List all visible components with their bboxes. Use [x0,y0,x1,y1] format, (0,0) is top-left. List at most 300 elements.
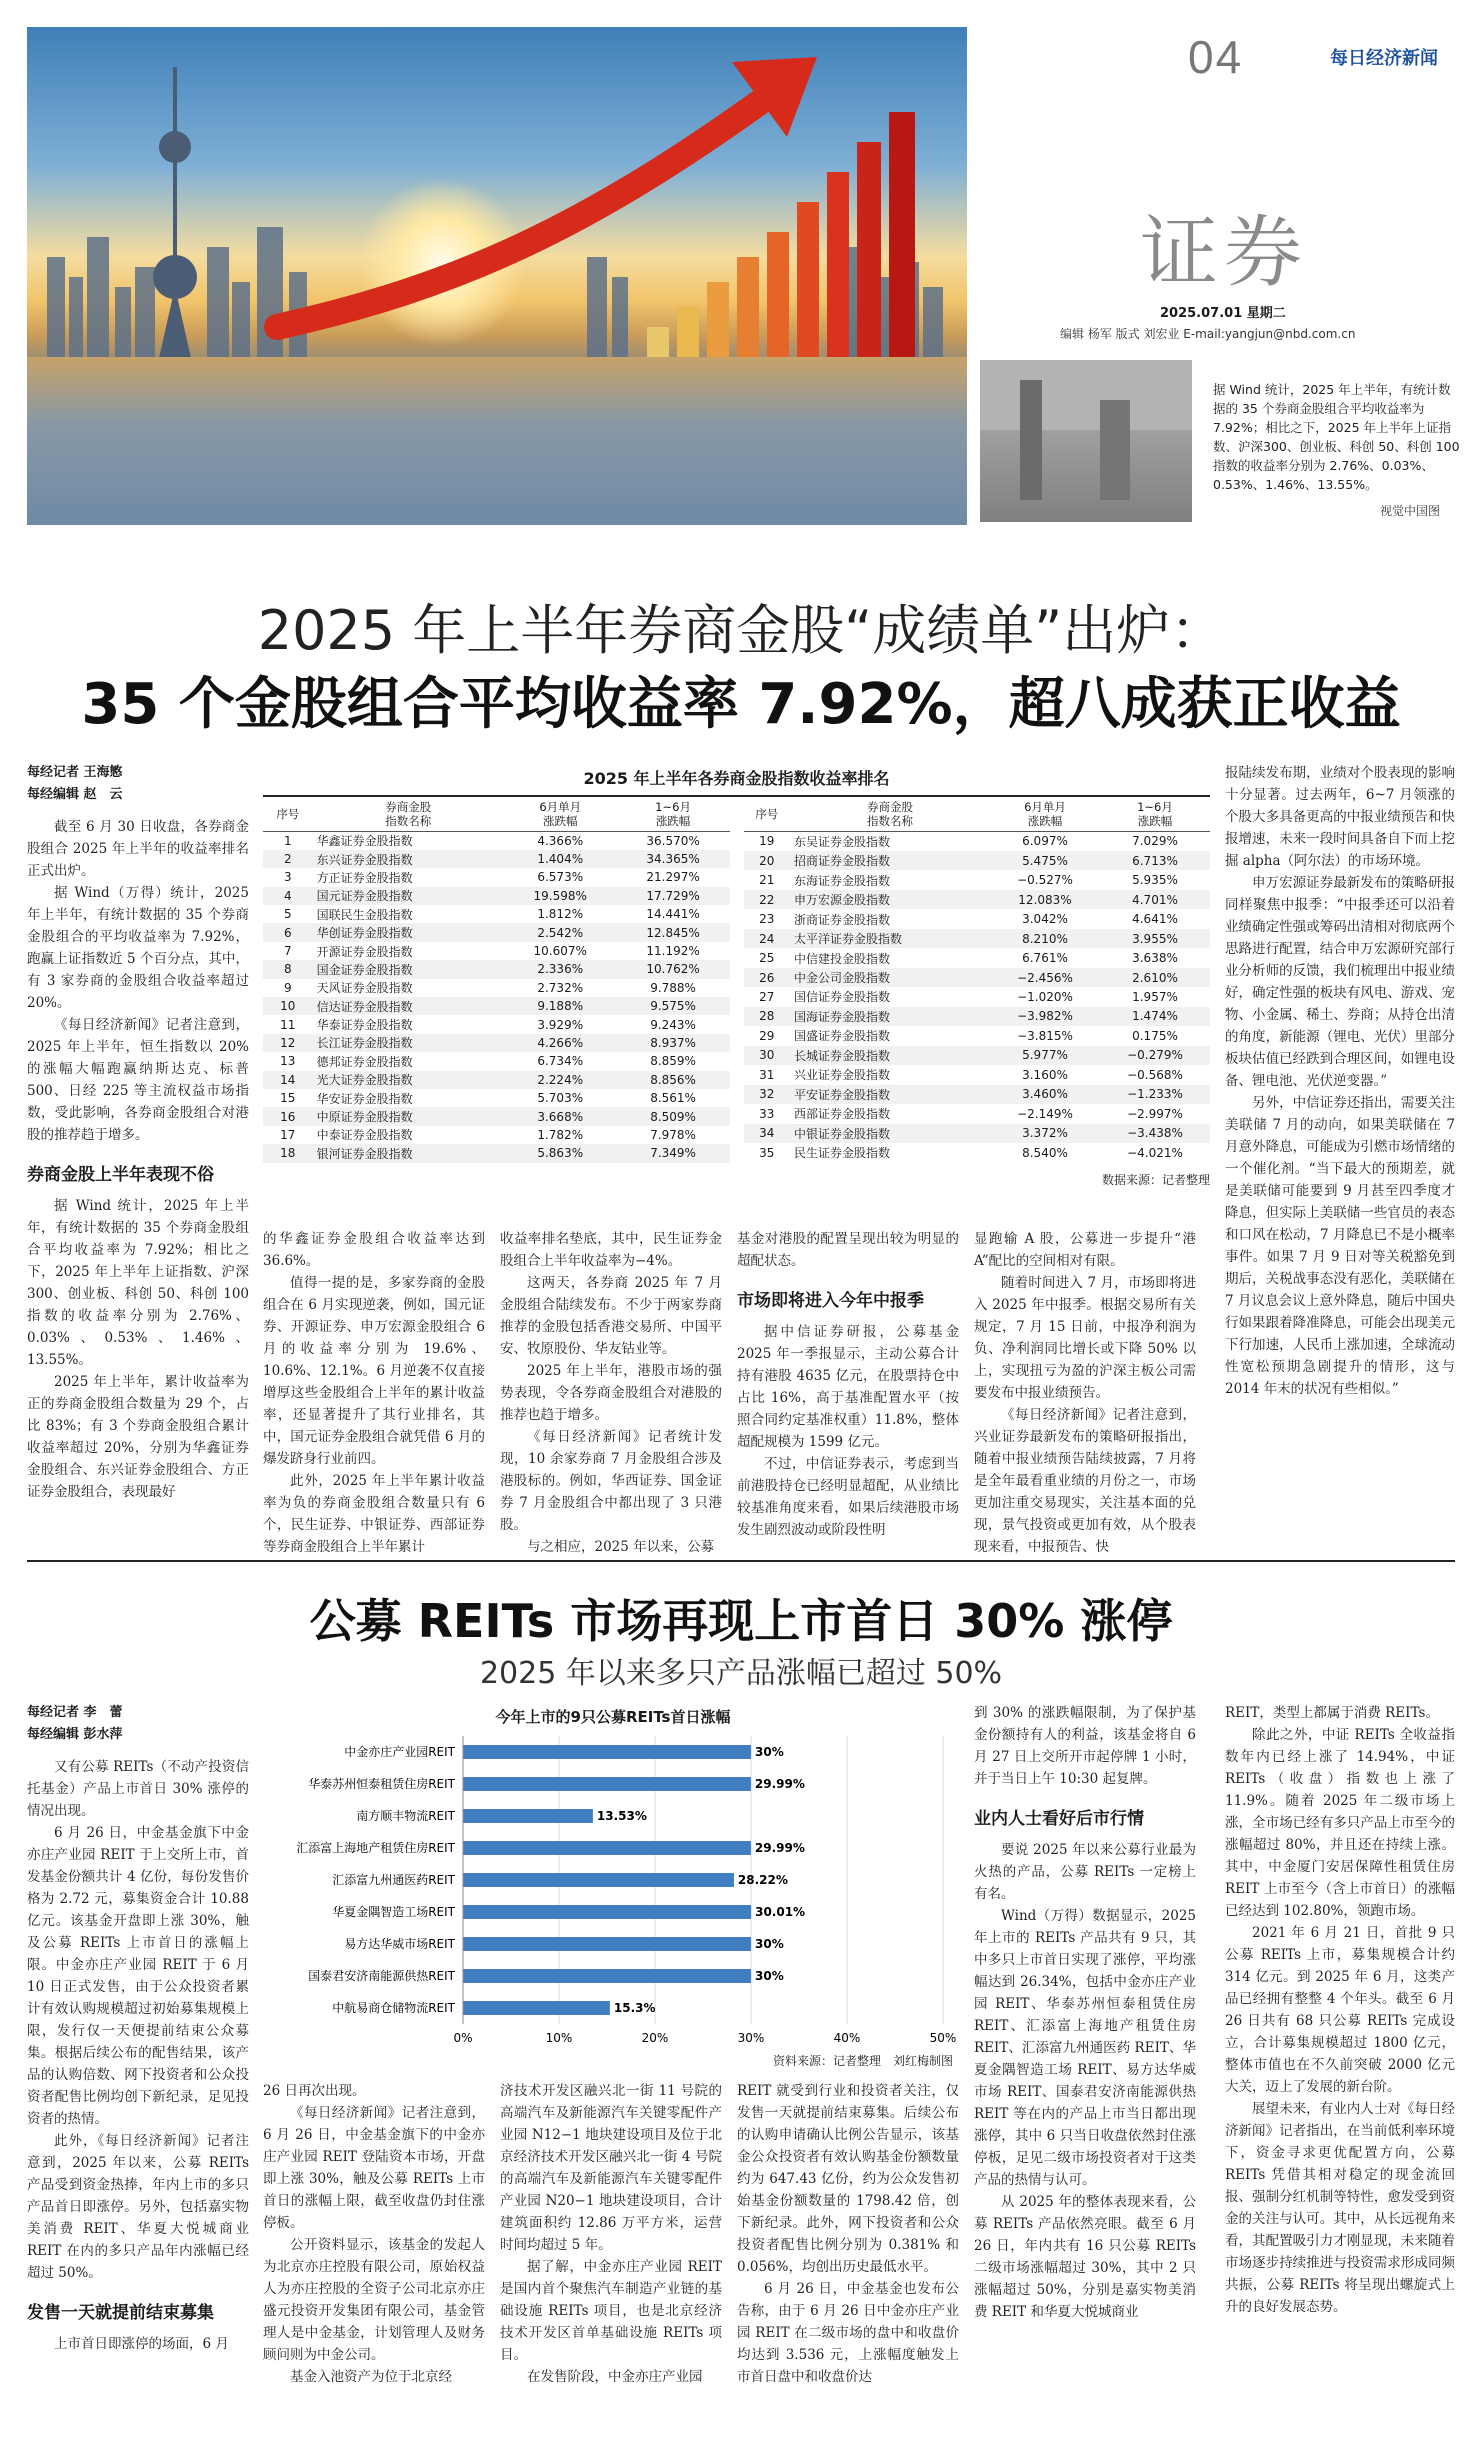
category-label: 中金亦庄产业园REIT [344,1745,455,1759]
table-row [263,832,730,850]
rank-cell: 32 [744,1085,791,1104]
table-row [263,850,730,868]
rank-cell: 26 [744,968,791,987]
ranking-table-left [263,797,730,1163]
paragraph: 收益率排名垫底，其中，民生证券金股组合上半年收益率为−4%。 [500,1231,722,1269]
article2-column-6 [1225,1702,1455,2318]
rank-cell: 18 [263,1144,313,1162]
index-name-cell: 长江证券金股指数 [313,1034,504,1052]
rank-cell: 7 [283,944,292,959]
h1-return-cell: 34.365% [617,850,730,868]
h1-return-cell: 17.729% [617,887,730,905]
article1-column-2 [263,1228,485,1558]
rank-cell: 12 [263,1034,313,1052]
rank-cell: 24 [744,929,791,948]
table-row [263,923,730,941]
category-label: 中航易商仓储物流REIT [332,2001,455,2015]
article2-column-2 [263,2080,485,2388]
paragraph: REIT 就受到行业和投资者关注，仅发售一天就提前结束募集。后续公布的认购申请确认比例公告显示，该基金公众投资者有效认购基金份额数量约为 647.43 亿份，约为公众发售初始基金份额数量的 1798.42 倍，创下新纪录。此外，网下投资者和公众投资者配售比例分别为 0.381% 和 0.056%，均创出历史最低水平。 [737,2083,959,2275]
paragraph: 要说 2025 年以来公募行业最为火热的产品，公募 REITs 一定榜上有名。 [974,1842,1196,1902]
h1-return-cell: 11.192% [646,944,700,959]
h1-return-cell: 8.856% [617,1071,730,1089]
editor-byline: 每经编辑 赵 云 [27,787,123,802]
table-row [263,997,730,1015]
x-tick-label: 30% [737,2031,765,2045]
index-name-cell: 华泰证券金股指数 [316,1018,413,1033]
bar [463,1905,751,1919]
table-row [744,948,1211,967]
paragraph: 济技术开发区融兴北一街 11 号院的高端汽车及新能源汽车关键零配件产业园 N12−1 地块建设项目及位于北京经济技术开发区融兴北一街 4 号院的高端汽车及新能源汽车关键零配件产业园 N20−1 地块建设项目，合计建筑面积约 12.86 万平方米，运营时间均超过 5 年。 [500,2083,722,2253]
june-return-cell: −2.149% [1017,1106,1073,1121]
h1-return-cell: 10.762% [617,960,730,978]
rank-cell: 29 [759,1028,775,1043]
paragraph: 2025 年上半年，累计收益率为正的券商金股组合数量为 29 个，占比 83%；有 3 个券商金股组合累计收益率超过 20%，分别为华鑫证券金股组合、东兴证券金股组合、方正证券金股组合，表现最好 [27,1374,249,1500]
paragraph: 从 2025 年的整体表现来看，公募 REITs 产品依然亮眼。截至 6 月 26 日，年内共有 16 只公募 REITs 二级市场涨幅超过 30%，其中 2 只涨幅超过 50%，分别是嘉实物美消费 REIT 和华夏大悦城商业 [974,2194,1196,2320]
rank-cell: 21 [759,873,775,888]
category-label: 汇添富上海地产租赁住房REIT [296,1841,455,1855]
index-name-cell: 太平洋证券金股指数 [790,929,990,948]
rank-cell: 16 [263,1107,313,1125]
h1-return-cell: 4.641% [1132,912,1178,927]
value-label: 30.01% [755,1905,806,1919]
rank-cell: 15 [280,1091,296,1106]
index-name-cell: 德邦证券金股指数 [316,1054,413,1069]
june-return-cell: −3.815% [1017,1028,1073,1043]
article2-subheadline: 2025 年以来多只产品涨幅已超过 50% [479,1656,1003,1691]
rank-cell: 31 [759,1067,775,1082]
june-return-cell: 4.366% [537,833,584,848]
h1-return-cell: 36.570% [646,833,700,848]
table-row [744,1046,1211,1065]
paragraph: 这两天，各券商 2025 年 7 月金股组合陆续发布。不少于两家券商推荐的金股包括香港交易所、中国平安、牧原股份、华友钴业等。 [500,1275,722,1357]
rank-cell: 17 [280,1127,296,1142]
index-name-cell: 国金证券金股指数 [313,960,504,978]
paragraph: 另外，中信证券还指出，需要关注美联储 7 月的动向，如果美联储在 7 月意外降息，可能成为引燃市场情绪的一个催化剂。“当下最大的预期差，就是美联储可能要到 9 月甚至四季度才降息，但实际上美联储一些官员的表态和口风在松动，7 月降息已不是小概率事件。如果 7 月 9 日对等关税豁免到期后，关税战事态没有恶化，美联储在 7 月议息会议上意外降息，随后中国央行如果跟着降准降息，可能会出现美元下行加速，人民币上涨加速，全球流动性宽松预期急剧提升的情形，这与 2014 年末的状况有些相似。” [1225,1095,1455,1397]
june-return-cell: 3.160% [1022,1067,1068,1082]
paragraph: 《每日经济新闻》记者注意到，2025 年上半年，恒生指数以 20% 的涨幅大幅跑赢纳斯达克、标普 500、日经 225 等主流权益市场指数，受此影响，各券商金股组合对港股的推荐趋于增多。 [27,1017,249,1143]
rank-cell: 14 [263,1071,313,1089]
article1-column-4 [737,1228,959,1541]
article1-column-3 [500,1228,722,1558]
h1-return-cell: 1.474% [1100,1007,1210,1026]
reporter-byline: 每经记者 王海慜 [27,765,123,780]
index-name-cell: 长城证券金股指数 [790,1046,990,1065]
h1-return-cell: 12.845% [617,923,730,941]
index-name-cell: 中泰证券金股指数 [316,1128,413,1143]
paragraph: 《每日经济新闻》记者注意到，6 月 26 日，中金基金旗下的中金亦庄产业园 REIT 登陆资本市场，开盘即上涨 30%，触及公募 REITs 上市首日的涨幅上限，截至收盘仍封住涨停板。 [263,2105,485,2231]
table-row [744,890,1211,909]
june-return-cell: −1.020% [1017,989,1073,1004]
paragraph: 此外，2025 年上半年累计收益率为负的券商金股组合数量只有 6 个，民生证券、中银证券、西部证券等券商金股组合上半年累计 [263,1473,485,1555]
index-name-cell: 东海证券金股指数 [794,873,891,888]
rank-cell: 34 [744,1124,791,1143]
table-row [263,960,730,978]
paragraph: 《每日经济新闻》记者注意到，兴业证券最新发布的策略研报指出，随着中报业绩预告陆续披露，7 月将是全年最看重业绩的月份之一，市场更加注重交易现实，关注基本面的兑现，景气投资或更加有效，从个股表现来看，中报预告、快 [974,1407,1196,1555]
value-label: 13.53% [596,1809,647,1823]
h1-return-cell: 14.441% [646,907,700,922]
bar [463,1841,751,1855]
value-label: 28.22% [737,1873,788,1887]
index-name-cell: 国元证券金股指数 [313,887,504,905]
paragraph: 26 日再次出现。 [263,2083,366,2099]
h1-return-cell: 0.175% [1132,1028,1178,1043]
june-return-cell: 2.224% [504,1071,617,1089]
june-return-cell: 2.542% [504,923,617,941]
h1-return-cell: 21.297% [646,870,700,885]
h1-return-cell: −1.233% [1100,1085,1210,1104]
h1-return-cell: 3.955% [1100,929,1210,948]
ranking-table-right [744,797,1211,1163]
june-return-cell: 1.404% [504,850,617,868]
h1-return-cell: 6.713% [1100,851,1210,870]
table-row [263,1107,730,1125]
table-row [263,1144,730,1162]
rank-cell: 11 [280,1017,296,1032]
index-name-cell: 国海证券金股指数 [790,1007,990,1026]
index-name-cell: 开源证券金股指数 [316,944,413,959]
bar [463,1809,593,1823]
june-return-cell: 2.336% [504,960,617,978]
bar [463,1873,734,1887]
rank-cell: 27 [759,989,775,1004]
table-row [744,832,1211,851]
paragraph: 除此之外，中证 REITs 全收益指数年内已经上涨了 14.94%，中证 REITs（收盘）指数也上涨了 11.9%。随着 2025 年二级市场上涨，全市场已经有多只产品上市至今的涨幅超过 80%，并且还在持续上涨。其中，中金厦门安居保障性租赁住房 REIT 上市至今（含上市首日）的涨幅已经达到 102.80%，领跑市场。 [1225,1727,1455,1919]
x-tick-label: 20% [641,2031,669,2045]
category-label: 国泰君安济南能源供热REIT [308,1969,455,1983]
paragraph: 6 月 26 日，中金基金旗下中金亦庄产业园 REIT 于上交所上市，首发基金份额共计 4 亿份，每份发售价格为 2.72 元，募集资金合计 10.88 亿元。该基金开盘即上涨 30%，触及公募 REITs 上市首日的涨幅上限。中金亦庄产业园 REIT 于 6 月 10 日正式发售，由于公众投资者累计有效认购规模超过初始募集规模上限，发行仅一天便提前结束公众募集。根据后续公布的配售结果，该产品的认购倍数、网下投资者和公众投资者配售比例均创下新纪录，足见投资者的热情。 [27,1825,249,2127]
paragraph: 基金对港股的配置呈现出较为明显的超配状态。 [737,1231,959,1269]
june-return-cell: −0.527% [1017,873,1073,888]
article1-column-1 [27,762,249,1503]
header-june: 6月单月 涨跌幅 [504,797,617,832]
header-h1: 1~6月 涨跌幅 [1100,797,1210,832]
index-name-cell: 西部证券金股指数 [794,1107,891,1122]
paragraph: Wind（万得）数据显示，2025 年上市的 REITs 产品共有 9 只，其中多只上市首日实现了涨停，平均涨幅达到 26.34%，包括中金亦庄产业园 REIT、华泰苏州恒泰租赁住房 REIT、汇添富上海地产租赁住房 REIT、汇添富九州通医药 REIT、华夏金隅智造工场 REIT、易方达华威市场 REIT、国泰君安济南能源供热 REIT 等在内的产品上市当日都出现涨停，其中 6 只当日收盘依然封住涨停板，足见二级市场投资者对于这类产品的热情与认可。 [974,1908,1196,2188]
h1-return-cell: 8.937% [617,1034,730,1052]
june-return-cell: −2.456% [990,968,1100,987]
x-tick-label: 50% [929,2031,957,2045]
rank-cell: 20 [744,851,791,870]
article2-column-5 [974,1702,1196,2323]
h1-return-cell: 2.610% [1100,968,1210,987]
h1-return-cell: −2.997% [1127,1106,1183,1121]
june-return-cell: 6.097% [1022,834,1068,849]
index-name-cell: 华创证券金股指数 [313,923,504,941]
table-row [744,1104,1211,1123]
paragraph: 报陆续发布期，业绩对个股表现的影响十分显著。过去两年，6~7 月领涨的个股大多具备更高的中报业绩预告和快报增速，未来一段时间具备自下而上挖掘 alpha（阿尔法）的市场环境。 [1225,765,1455,869]
h1-return-cell: 1.957% [1132,989,1178,1004]
rank-cell: 2 [263,850,313,868]
paragraph: 6 月 26 日，中金基金也发布公告称，由于 6 月 26 日中金亦庄产业园 REIT 在二级市场的盘中和收盘价均达到 3.536 元，上涨幅度触发上市首日盘中和收盘价达 [737,2281,959,2385]
table-row [263,1089,730,1107]
table-row [744,909,1211,928]
category-label: 易方达华威市场REIT [344,1937,455,1951]
paragraph: 不过，中信证券表示，考虑到当前港股持仓已经明显超配，从业绩比较基准角度来看，如果后续港股市场发生剧烈波动或阶段性明 [737,1456,959,1538]
editor-line: 编辑 杨军 版式 刘宏业 E-mail:yangjun@nbd.com.cn [1060,327,1356,341]
header-june: 6月单月 涨跌幅 [990,797,1100,832]
june-return-cell: 5.977% [990,1046,1100,1065]
index-name-cell: 民生证券金股指数 [794,1146,891,1161]
reporter-byline: 每经记者 李 蕾 [27,1705,123,1720]
index-name-cell: 天风证券金股指数 [316,981,413,996]
header-rank: 序号 [744,797,791,832]
table-row [744,1026,1211,1045]
index-name-cell: 东兴证券金股指数 [313,850,504,868]
rank-cell: 19 [759,834,775,849]
paragraph: 申万宏源证券最新发布的策略研报同样聚焦中报季：“中报季还可以沿着业绩确定性强或筹码出清相对彻底两个思路进行配置，结合申万宏源研究部行业分析师的反馈，我们梳理出中报业绩好，确定性强的板块有风电、游戏、宠物、小金属、稀土、券商；从持仓出清的角度，新能源（锂电、光伏）里部分板块估值已经跌到合理区间，如锂电设备、锂电池、光伏逆变器。” [1225,875,1455,1089]
paragraph: 公开资料显示，该基金的发起人为北京亦庄控股有限公司，原始权益人为亦庄控股的全资子公司北京亦庄盛元投资开发集团有限公司，基金管理人是中金基金，计划管理人及财务顾问则为中金公司。 [263,2237,485,2363]
article2-column-4 [737,2080,959,2388]
table-row [744,1124,1211,1143]
table-row [744,987,1211,1006]
index-name-cell: 招商证券金股指数 [790,851,990,870]
index-name-cell: 国盛证券金股指数 [794,1029,891,1044]
reits-chart [263,1702,963,2072]
section-divider [27,1560,1455,1562]
rank-cell: 22 [744,890,791,909]
june-return-cell: 8.540% [1022,1145,1068,1160]
rank-cell: 3 [283,870,292,885]
rank-cell: 9 [283,980,292,995]
paragraph: 值得一提的是，多家券商的金股组合在 6 月实现逆袭，例如，国元证券、开源证券、申万宏源金股组合 6 月的收益率分别为 19.6%、10.6%、12.1%。6 月逆袭不仅直接增厚这些金股组合上半年的累计收益率，还显著提升了其行业排名，其中，国元证券金股组合就凭借 6 月的爆发跻身行业前四。 [263,1275,485,1467]
index-name-cell: 银河证券金股指数 [313,1144,504,1162]
h1-return-cell: 3.638% [1132,951,1178,966]
june-return-cell: 3.668% [504,1107,617,1125]
reits-bar-chart [263,1724,963,2054]
h1-return-cell: 8.859% [650,1054,696,1069]
subheading: 业内人士看好后市行情 [974,1809,1144,1829]
water-reflection [27,357,967,525]
rank-cell: 10 [263,997,313,1015]
paragraph: REIT，类型上都属于消费 REITs。 [1225,1705,1439,1721]
article1-column-6 [1225,762,1455,1400]
june-return-cell: 19.598% [504,887,617,905]
hero-caption: 据 Wind 统计，2025 年上半年，有统计数据的 35 个券商金股组合平均收益率为 7.92%；相比之下，2025 年上半年上证指数、沪深300、创业板、科创 50、科创 100 指数的收益率分别为 2.76%、0.03%、0.53%、1.46%、13.55%。 [1213,382,1460,492]
paragraph: 的华鑫证券金股组合收益率达到 36.6%。 [263,1231,485,1269]
h1-return-cell: 9.788% [650,980,696,995]
index-name-cell: 信达证券金股指数 [313,997,504,1015]
index-name-cell: 平安证券金股指数 [790,1085,990,1104]
chart-source: 资料来源：记者整理 刘红梅制图 [772,2054,953,2068]
value-label: 30% [755,1969,784,1983]
hero-photo [27,27,967,525]
bar [463,1777,751,1791]
paragraph: 又有公募 REITs（不动产投资信托基金）产品上市首日 30% 涨停的情况出现。 [27,1759,249,1819]
table-row [263,1052,730,1070]
index-name-cell: 兴业证券金股指数 [794,1068,891,1083]
x-tick-label: 10% [545,2031,573,2045]
rank-cell: 5 [283,907,292,922]
issue-date: 2025.07.01 星期二 [1160,306,1286,321]
subheading: 发售一天就提前结束募集 [27,2303,214,2323]
rank-cell: 8 [263,960,313,978]
rank-cell: 33 [759,1106,775,1121]
table-row [744,968,1211,987]
june-return-cell: 2.732% [537,980,584,995]
value-label: 15.3% [613,2001,656,2015]
header-index-name: 券商金股 指数名称 [313,797,504,832]
article2-column-1 [27,1702,249,2355]
value-label: 30% [755,1937,784,1951]
header-rank: 序号 [263,797,313,832]
june-return-cell: 1.812% [537,907,584,922]
paragraph: 在发售阶段，中金亦庄产业园 [527,2369,703,2385]
table-title: 2025 年上半年各券商金股指数收益率排名 [583,769,890,788]
article1-headline-2: 35 个金股组合平均收益率 7.92%，超八成获正收益 [81,672,1401,737]
h1-return-cell: 9.243% [650,1017,696,1032]
category-label: 华夏金隅智造工场REIT [332,1905,455,1919]
page-number: 04 [1188,31,1244,83]
paragraph: 据 Wind 统计，2025 年上半年，有统计数据的 35 个券商金股组合平均收益率为 7.92%；相比之下，2025 年上半年上证指数、沪深 300、创业板、科创 50、科创 100 指数的收益率分别为 2.76%、0.03%、0.53%、1.46%、13.55%。 [27,1198,249,1368]
subheading: 券商金股上半年表现不俗 [27,1165,214,1185]
section-title: 证券 [1140,208,1309,298]
june-return-cell: 12.083% [990,890,1100,909]
index-name-cell: 华鑫证券金股指数 [316,834,413,849]
index-name-cell: 中信建投金股指数 [794,951,891,966]
h1-return-cell: 9.575% [617,997,730,1015]
table-row [263,1034,730,1052]
article2-column-3 [500,2080,722,2388]
june-return-cell: 6.573% [537,870,584,885]
rank-cell: 28 [744,1007,791,1026]
paragraph: 随着时间进入 7 月，市场即将进入 2025 年中报季。根据交易所有关规定，7 月 15 日前，中报净利润为负、净利润同比增长或下降 50% 以上，实现扭亏为盈的沪深主板公司需要发布中报业绩预告。 [974,1275,1196,1401]
june-return-cell: 5.703% [537,1091,584,1106]
index-name-cell: 东吴证券金股指数 [794,834,891,849]
june-return-cell: 10.607% [533,944,587,959]
table-row [263,1126,730,1144]
table-row [744,929,1211,948]
article1-headline-1: 2025 年上半年券商金股“成绩单”出炉： [257,599,1225,662]
table-row [263,1015,730,1033]
paragraph: 据 Wind（万得）统计，2025 年上半年，有统计数据的 35 个券商金股组合的平均收益率为 7.92%，跑赢上证指数近 5 个百分点，其中，有 3 家券商的金股组合收益率超过 20%。 [27,885,249,1011]
table-row [263,942,730,960]
rank-cell: 4 [263,887,313,905]
rank-cell: 30 [744,1046,791,1065]
category-label: 南方顺丰物流REIT [356,1809,455,1823]
photo-credit: 视觉中国图 [1380,504,1441,518]
table-row [263,1071,730,1089]
paragraph: 据了解，中金亦庄产业园 REIT 是国内首个聚焦汽车制造产业链的基础设施 REITs 项目，也是北京经济技术开发区首单基础设施 REITs 项目。 [500,2259,722,2363]
june-return-cell: −3.982% [990,1007,1100,1026]
table-row [263,868,730,886]
june-return-cell: 3.460% [990,1085,1100,1104]
table-row [744,870,1211,889]
h1-return-cell: 7.349% [617,1144,730,1162]
h1-return-cell: −4.021% [1127,1145,1183,1160]
h1-return-cell: −0.568% [1127,1067,1183,1082]
paragraph: 《每日经济新闻》记者统计发现，10 余家券商 7 月金股组合涉及港股标的。例如，华西证券、国金证券 7 月金股组合中都出现了 3 只港股。 [500,1429,722,1533]
index-name-cell: 国联民生金股指数 [316,907,413,922]
bar [463,1937,751,1951]
table-source: 数据来源：记者整理 [1101,1172,1210,1187]
paragraph: 上市首日即涨停的场面，6 月 [54,2336,229,2352]
paragraph: 到 30% 的涨跌幅限制，为了保护基金份额持有人的利益，该基金将自 6 月 27 日上交所开市起停牌 1 小时，并于当日上午 10:30 起复牌。 [974,1705,1196,1787]
x-tick-label: 40% [833,2031,861,2045]
table-row [263,905,730,923]
table-row [744,1065,1211,1084]
subheading: 市场即将进入今年中报季 [737,1291,924,1311]
h1-return-cell: 8.509% [617,1107,730,1125]
june-return-cell: 3.042% [1022,912,1068,927]
index-name-cell: 光大证券金股指数 [313,1071,504,1089]
index-name-cell: 中银证券金股指数 [790,1124,990,1143]
h1-return-cell: 5.935% [1132,873,1178,888]
rank-cell: 1 [283,833,292,848]
june-return-cell: 5.863% [504,1144,617,1162]
table-row [263,979,730,997]
bar [463,2001,610,2015]
value-label: 29.99% [754,1841,805,1855]
table-row [744,851,1211,870]
index-name-cell: 浙商证券金股指数 [794,912,891,927]
value-label: 30% [755,1745,784,1759]
category-label: 华泰苏州恒泰租赁住房REIT [308,1777,455,1791]
category-label: 汇添富九州通医药REIT [332,1873,455,1887]
ranking-table [263,762,1210,1188]
paragraph: 2025 年上半年，港股市场的强势表现，令各券商金股组合对港股的推荐也趋于增多。 [500,1363,722,1423]
h1-return-cell: −0.279% [1100,1046,1210,1065]
june-return-cell: 4.266% [504,1034,617,1052]
june-return-cell: 1.782% [537,1127,584,1142]
index-name-cell: 中金公司金股指数 [790,968,990,987]
paragraph: 与之相应，2025 年以来，公募 [527,1539,715,1555]
rank-cell: 23 [759,912,775,927]
hero-inset-photo [980,360,1192,522]
paragraph: 此外，《每日经济新闻》记者注意到，2025 年以来，公募 REITs 产品受到资金热捧，年内上市的多只产品首日即涨停。另外，包括嘉实物美消费 REIT、华夏大悦城商业 REIT 在内的多只产品年内涨幅已经超过 50%。 [27,2133,249,2281]
h1-return-cell: 7.029% [1132,834,1178,849]
value-label: 29.99% [754,1777,805,1791]
index-name-cell: 中原证券金股指数 [313,1107,504,1125]
table-row [263,887,730,905]
header-index-name: 券商金股 指数名称 [790,797,990,832]
article2-headline: 公募 REITs 市场再现上市首日 30% 涨停 [309,1594,1173,1648]
x-tick-label: 0% [453,2031,473,2045]
june-return-cell: 3.372% [990,1124,1100,1143]
june-return-cell: 6.734% [537,1054,584,1069]
paragraph: 展望未来，有业内人士对《每日经济新闻》记者指出，在当前低利率环境下，资金寻求更优配置方向，公募 REITs 凭借其相对稳定的现金流回报、强制分红机制等特性，愈发受到资金的关注与认可。其中，从长远视角来看，其配置吸引力才刚显现，未来随着市场逐步持续推进与投资需求形成同频共振，公募 REITs 将呈现出螺旋式上升的良好发展态势。 [1225,2101,1455,2315]
h1-return-cell: 8.561% [650,1091,696,1106]
june-return-cell: 6.761% [1022,951,1068,966]
index-name-cell: 国信证券金股指数 [794,990,891,1005]
rank-cell: 13 [280,1054,296,1069]
bar [463,1969,751,1983]
index-name-cell: 申万宏源金股指数 [790,890,990,909]
index-name-cell: 华安证券金股指数 [316,1091,413,1106]
rank-cell: 35 [759,1145,775,1160]
h1-return-cell: 7.978% [650,1127,696,1142]
index-name-cell: 方正证券金股指数 [316,870,413,885]
paragraph: 据中信证券研报，公募基金 2025 年一季报显示，主动公募合计持有港股 4635 亿元，在股票持仓中占比 16%，高于基准配置水平（按照合同约定基准权重）11.8%，整体超配规模为 1599 亿元。 [737,1324,959,1450]
paragraph: 2021 年 6 月 21 日，首批 9 只公募 REITs 上市，募集规模合计约 314 亿元。到 2025 年 6 月，这类产品已经拥有整整 4 个年头。截至 6 月 26 日共有 68 只公募 REITs 完成设立，合计募集规模超过 1800 亿元，整体市值也在不久前突破 2000 亿元大关，迈上了发展的新台阶。 [1225,1925,1455,2095]
june-return-cell: 5.475% [990,851,1100,870]
paragraph: 基金入池资产为位于北京经 [290,2369,452,2385]
paper-name: 每日经济新闻 [1330,48,1438,69]
header-h1: 1~6月 涨跌幅 [617,797,730,832]
bar [463,1745,751,1759]
june-return-cell: 9.188% [504,997,617,1015]
h1-return-cell: 4.701% [1100,890,1210,909]
rank-cell: 25 [759,951,775,966]
paragraph: 显跑输 A 股，公募进一步提升“港 A”配比的空间相对有限。 [974,1231,1196,1269]
june-return-cell: 3.929% [537,1017,584,1032]
june-return-cell: 8.210% [990,929,1100,948]
table-row [744,1143,1211,1163]
paragraph: 截至 6 月 30 日收盘，各券商金股组合 2025 年上半年的收益率排名正式出炉。 [27,819,249,879]
article1-column-5 [974,1228,1196,1558]
rank-cell: 6 [263,923,313,941]
table-row [744,1085,1211,1104]
editor-byline: 每经编辑 彭水萍 [27,1727,123,1742]
